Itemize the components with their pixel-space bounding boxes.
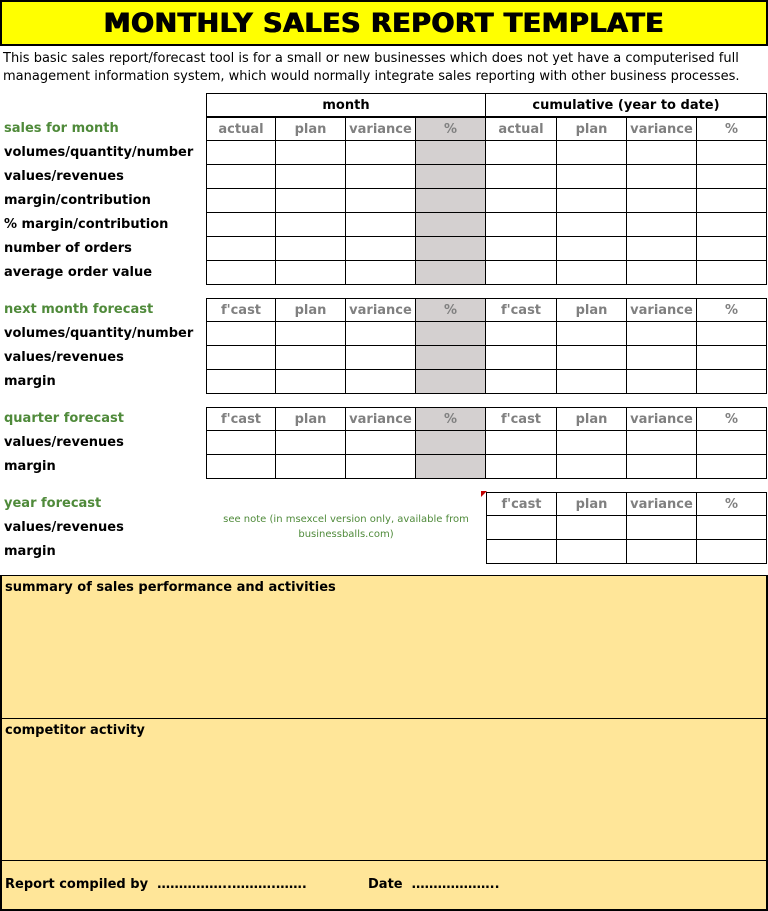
input-cell[interactable] (627, 346, 697, 370)
input-cell[interactable] (486, 516, 557, 540)
column-header: actual (206, 117, 276, 141)
input-cell[interactable] (557, 237, 627, 261)
input-cell[interactable] (697, 516, 767, 540)
input-cell[interactable] (486, 370, 557, 394)
row-label: values/revenues (4, 350, 124, 365)
row-label: average order value (4, 265, 153, 280)
section-title-year: year forecast (4, 496, 102, 511)
input-cell[interactable] (697, 322, 767, 346)
column-header: variance (627, 492, 697, 516)
input-cell[interactable] (697, 431, 767, 455)
page-title: MONTHLY SALES REPORT TEMPLATE (0, 0, 768, 46)
section-title-sales: sales for month (4, 121, 119, 136)
input-cell[interactable] (346, 346, 416, 370)
input-cell[interactable] (276, 189, 346, 213)
input-cell[interactable] (486, 213, 557, 237)
input-cell[interactable] (346, 455, 416, 479)
input-cell[interactable] (206, 165, 276, 189)
input-cell[interactable] (627, 455, 697, 479)
input-cell[interactable] (697, 141, 767, 165)
input-cell[interactable] (627, 431, 697, 455)
column-header: plan (557, 492, 627, 516)
input-cell[interactable] (206, 346, 276, 370)
input-cell[interactable] (557, 165, 627, 189)
input-cell[interactable] (276, 165, 346, 189)
column-header: % (697, 407, 767, 431)
input-cell[interactable] (557, 370, 627, 394)
input-cell[interactable] (697, 346, 767, 370)
column-header: % (697, 117, 767, 141)
input-cell[interactable] (346, 261, 416, 285)
column-header: % (697, 298, 767, 322)
input-cell[interactable] (697, 455, 767, 479)
column-header: f'cast (486, 298, 557, 322)
input-cell[interactable] (557, 213, 627, 237)
input-cell[interactable] (557, 346, 627, 370)
input-cell[interactable] (557, 516, 627, 540)
column-header: variance (346, 117, 416, 141)
column-header: f'cast (486, 407, 557, 431)
input-cell[interactable] (627, 141, 697, 165)
row-label: values/revenues (4, 435, 124, 450)
input-cell[interactable] (276, 322, 346, 346)
input-cell (416, 141, 486, 165)
input-cell[interactable] (557, 141, 627, 165)
column-header: variance (346, 407, 416, 431)
input-cell[interactable] (697, 237, 767, 261)
input-cell[interactable] (486, 261, 557, 285)
input-cell[interactable] (557, 540, 627, 564)
input-cell (416, 189, 486, 213)
input-cell[interactable] (486, 455, 557, 479)
input-cell (416, 237, 486, 261)
input-cell[interactable] (697, 540, 767, 564)
comment-marker-icon (481, 491, 487, 497)
input-cell[interactable] (627, 322, 697, 346)
input-cell (416, 261, 486, 285)
column-header: actual (486, 117, 557, 141)
input-cell[interactable] (697, 213, 767, 237)
input-cell[interactable] (697, 165, 767, 189)
input-cell[interactable] (276, 455, 346, 479)
input-cell[interactable] (627, 237, 697, 261)
column-header: plan (557, 117, 627, 141)
input-cell[interactable] (346, 189, 416, 213)
section-title-next: next month forecast (4, 302, 154, 317)
input-cell[interactable] (346, 370, 416, 394)
column-header: plan (276, 117, 346, 141)
input-cell[interactable] (697, 261, 767, 285)
input-cell[interactable] (206, 141, 276, 165)
column-header: plan (276, 298, 346, 322)
competitor-panel[interactable] (0, 718, 768, 861)
input-cell[interactable] (486, 322, 557, 346)
input-cell (416, 346, 486, 370)
column-header: f'cast (486, 492, 557, 516)
input-cell[interactable] (627, 165, 697, 189)
input-cell[interactable] (486, 346, 557, 370)
footer-panel (0, 860, 768, 911)
row-label: volumes/quantity/number (4, 326, 194, 341)
input-cell[interactable] (557, 189, 627, 213)
input-cell (416, 165, 486, 189)
column-header: variance (627, 117, 697, 141)
column-header: variance (627, 407, 697, 431)
row-label: volumes/quantity/number (4, 145, 194, 160)
input-cell[interactable] (557, 455, 627, 479)
date-label: Date ……………….. (368, 877, 500, 892)
column-header: plan (276, 407, 346, 431)
column-header: f'cast (206, 298, 276, 322)
input-cell[interactable] (627, 370, 697, 394)
input-cell[interactable] (627, 261, 697, 285)
input-cell[interactable] (697, 189, 767, 213)
input-cell (416, 370, 486, 394)
competitor-title: competitor activity (5, 723, 145, 738)
input-cell[interactable] (206, 213, 276, 237)
input-cell[interactable] (557, 322, 627, 346)
row-label: % margin/contribution (4, 217, 169, 232)
column-header: plan (557, 298, 627, 322)
column-header: % (416, 407, 486, 431)
row-label: margin (4, 374, 56, 389)
column-header: % (416, 298, 486, 322)
row-label: values/revenues (4, 520, 124, 535)
year-forecast-note: see note (in msexcel version only, available from businessballs.com) (223, 514, 469, 540)
input-cell[interactable] (276, 370, 346, 394)
row-label: margin (4, 459, 56, 474)
input-cell[interactable] (557, 431, 627, 455)
column-header: f'cast (206, 407, 276, 431)
input-cell[interactable] (486, 237, 557, 261)
group-header-cumulative: cumulative (year to date) (486, 93, 767, 117)
input-cell[interactable] (276, 141, 346, 165)
summary-panel[interactable] (0, 575, 768, 718)
input-cell[interactable] (206, 189, 276, 213)
input-cell (416, 431, 486, 455)
input-cell[interactable] (206, 322, 276, 346)
column-header: variance (346, 298, 416, 322)
input-cell[interactable] (486, 141, 557, 165)
input-cell[interactable] (276, 346, 346, 370)
input-cell[interactable] (346, 237, 416, 261)
compiled-label: Report compiled by ……………..……….……. (5, 877, 307, 892)
input-cell[interactable] (276, 237, 346, 261)
summary-title: summary of sales performance and activities (5, 580, 336, 595)
column-header: variance (627, 298, 697, 322)
input-cell[interactable] (206, 261, 276, 285)
input-cell[interactable] (486, 540, 557, 564)
input-cell[interactable] (206, 370, 276, 394)
input-cell[interactable] (486, 189, 557, 213)
row-label: margin (4, 544, 56, 559)
input-cell[interactable] (276, 213, 346, 237)
section-title-quarter: quarter forecast (4, 411, 124, 426)
input-cell[interactable] (346, 165, 416, 189)
input-cell (416, 213, 486, 237)
group-header-month: month (206, 93, 486, 117)
input-cell[interactable] (627, 516, 697, 540)
intro-text: This basic sales report/forecast tool is for a small or new businesses which does not yet have a computerised full management information system, which would normally integrate sales reporting with other business processes. (3, 51, 740, 84)
input-cell[interactable] (627, 213, 697, 237)
row-label: values/revenues (4, 169, 124, 184)
input-cell[interactable] (486, 431, 557, 455)
input-cell[interactable] (276, 431, 346, 455)
compiled-field[interactable]: ……………..……….……. (157, 877, 307, 892)
input-cell[interactable] (206, 455, 276, 479)
input-cell[interactable] (557, 261, 627, 285)
input-cell[interactable] (346, 141, 416, 165)
input-cell[interactable] (276, 261, 346, 285)
column-header: plan (557, 407, 627, 431)
input-cell[interactable] (346, 213, 416, 237)
column-header: % (697, 492, 767, 516)
input-cell[interactable] (346, 431, 416, 455)
input-cell (416, 455, 486, 479)
input-cell[interactable] (697, 370, 767, 394)
input-cell[interactable] (627, 540, 697, 564)
row-label: number of orders (4, 241, 132, 256)
row-label: margin/contribution (4, 193, 151, 208)
date-field[interactable]: ……………….. (411, 877, 500, 892)
input-cell[interactable] (486, 165, 557, 189)
input-cell[interactable] (206, 431, 276, 455)
input-cell[interactable] (206, 237, 276, 261)
input-cell[interactable] (346, 322, 416, 346)
input-cell[interactable] (627, 189, 697, 213)
input-cell (416, 322, 486, 346)
column-header: % (416, 117, 486, 141)
